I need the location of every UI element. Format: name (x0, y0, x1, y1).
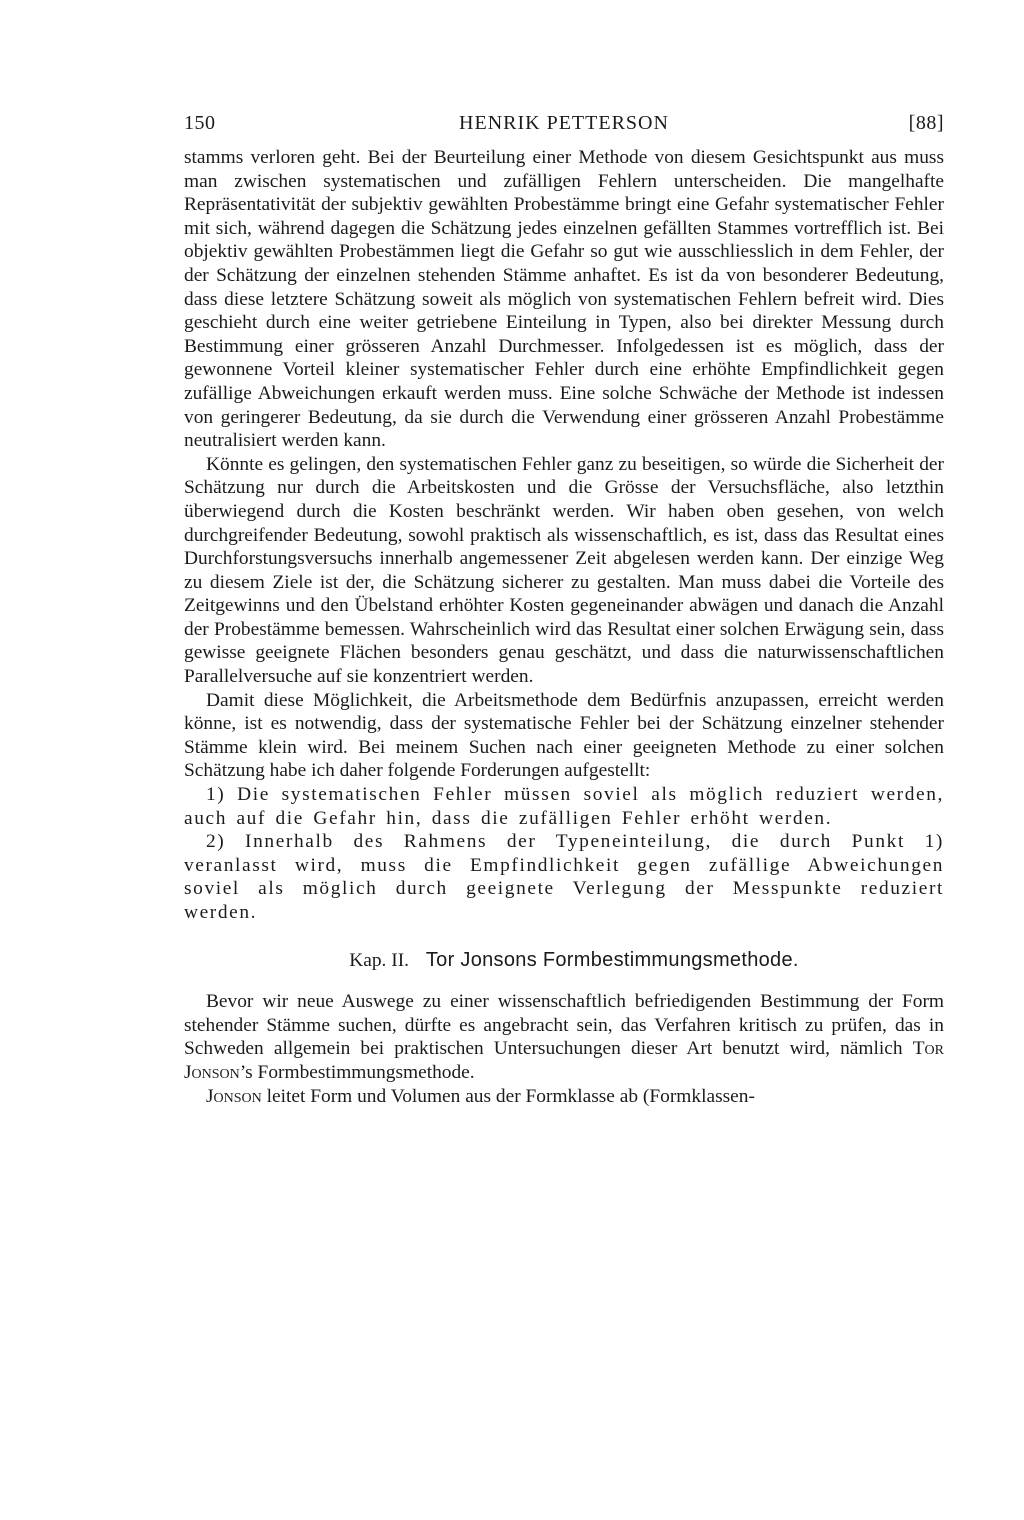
chapter-paragraph-2-text: leitet Form und Volumen aus der Formklasse ab (Formklassen- (261, 1085, 755, 1107)
author-name-tor-jonson: Tor Jonson (184, 1038, 944, 1083)
paragraph-3: Damit diese Möglichkeit, die Arbeitsmethode dem Bedürfnis anzupassen, erreicht werden könne, ist es notwendig, dass der systematische Fehler bei der Schätzung einzelner stehender Stämme klein wird. Bei meinem Suchen nach einer geeigneten Methode zu einer solchen Schätzung habe ich daher folgende Forderungen aufgestellt: (184, 689, 944, 782)
original-page-number: [88] (908, 112, 944, 134)
chapter-paragraph-1-end: ’s Formbestimmungsmethode. (239, 1061, 475, 1083)
paragraph-1: stamms verloren geht. Bei der Beurteilung einer Methode von diesem Gesichtspunkt aus muss man zwischen systematischen und zufälligen Fehlern unterscheiden. Die mangelhafte Repräsentativität der subjektiv gewählten Probestämme bringt eine Gefahr systematischer Fehler mit sich, während dagegen die Schätzung jedes einzelnen gefällten Stammes vortrefflich ist. Bei objektiv gewählten Probestämmen liegt die Gefahr so gut wie ausschliesslich in dem Fehler, der der Schätzung der einzelnen stehenden Stämme anhaftet. Es ist da von besonderer Bedeutung, dass diese letztere Schätzung soweit als möglich von systematischen Fehlern befreit wird. Dies geschieht durch eine weiter getriebene Einteilung in Typen, also bei direkter Messung durch Bestimmung einer grösseren Anzahl Durchmesser. Infolgedessen ist es möglich, dass der gewonnene Vorteil kleiner systematischer Fehler durch eine erhöhte Empfindlichkeit gegen zufällige Abweichungen erkauft werden muss. Eine solche Schwäche der Methode ist indessen von geringerer Bedeutung, da sie durch die Verwendung einer grösseren Anzahl Probestämme neutralisiert werden kann. (184, 147, 944, 452)
chapter-title: Tor Jonsons Formbestimmungsmethode. (425, 948, 799, 971)
body-text (184, 146, 944, 1108)
page-number: 150 (184, 112, 216, 134)
author-name-jonson: Jonson (206, 1085, 262, 1107)
chapter-label: Kap. II. (349, 949, 410, 971)
running-header (184, 112, 944, 146)
chapter-paragraph-1-start: Bevor wir neue Auswege zu einer wissenschaftlich befriedigenden Bestimmung der Form stehender Stämme suchen, dürfte es angebracht sein, das Verfahren kritisch zu prüfen, das in Schweden allgemein bei praktischen Untersuchungen dieser Art benutzt wird, nämlich (184, 991, 944, 1060)
chapter-paragraph-2 (184, 1085, 944, 1109)
paragraph-2: Könnte es gelingen, den systematischen Fehler ganz zu beseitigen, so würde die Sicherheit der Schätzung nur durch die Arbeitskosten und die Grösse der Versuchsfläche, also letzthin überwiegend durch die Kosten beschränkt werden. Wir haben oben gesehen, von welch durchgreifender Bedeutung, sowohl praktisch als wissenschaftlich, es ist, dass das Resultat eines Durchforstungsversuchs innerhalb angemessener Zeit abgelesen werden kann. Der einzige Weg zu diesem Ziele ist der, die Schätzung sicherer zu gestalten. Man muss dabei die Vorteile des Zeitgewinns und den Übelstand erhöhter Kosten gegeneinander abwägen und danach die Anzahl der Probestämme bemessen. Wahrscheinlich wird das Resultat einer solchen Erwägung sein, dass gewisse geeignete Flächen besonders genau geschätzt, und dass die naturwissenschaftlichen Parallelversuche auf sie konzentriert werden. (184, 453, 944, 688)
requirement-1: 1) Die systematischen Fehler müssen soviel als möglich reduziert werden, auch auf die Gefahr hin, dass die zufälligen Fehler erhöht werden. (184, 784, 944, 829)
chapter-paragraph-1 (184, 990, 944, 1084)
running-title: HENRIK PETTERSON (459, 112, 669, 134)
document-page (184, 112, 944, 1108)
chapter-heading (184, 949, 944, 973)
requirement-2: 2) Innerhalb des Rahmens der Typeneinteilung, die durch Punkt 1) veranlasst wird, muss die Empfindlichkeit gegen zufällige Abweichungen soviel als möglich durch geeignete Verlegung der Messpunkte reduziert werden. (184, 831, 944, 923)
